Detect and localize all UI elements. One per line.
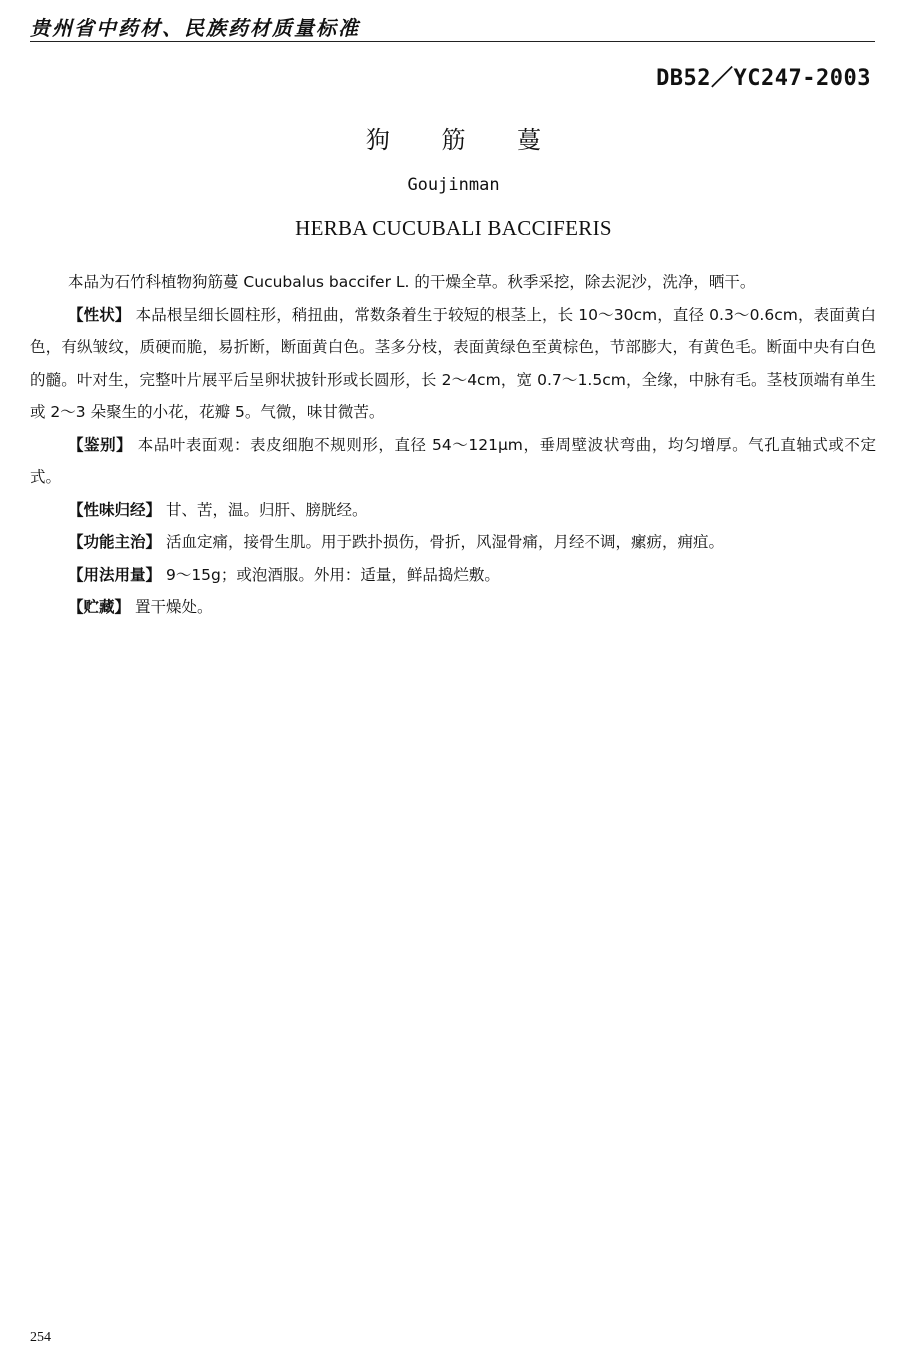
section-label: 【性味归经】 bbox=[68, 500, 162, 519]
intro-paragraph: 本品为石竹科植物狗筋蔓 Cucubalus baccifer L. 的干燥全草。秋季采挖，除去泥沙，洗净，晒干。 bbox=[68, 273, 756, 291]
monograph-pinyin: Goujinman bbox=[407, 175, 500, 195]
section-text: 本品叶表面观：表皮细胞不规则形，直径 54～121μm，垂周壁波状弯曲，均匀增厚。气孔直轴式或不定式。 bbox=[30, 435, 876, 486]
section-label: 【鉴别】 bbox=[68, 435, 133, 454]
monograph-latin-name: HERBA CUCUBALI BACCIFERIS bbox=[295, 216, 612, 240]
section-functions bbox=[30, 526, 876, 559]
section-dosage bbox=[30, 559, 876, 592]
standard-code: DB52／YC247-2003 bbox=[656, 66, 871, 91]
section-description bbox=[30, 299, 876, 429]
running-header-title: 贵州省中药材、民族药材质量标准 bbox=[30, 16, 360, 40]
monograph-title: 狗 筋 蔓 bbox=[365, 126, 564, 154]
section-label: 【功能主治】 bbox=[68, 533, 162, 551]
section-label: 【用法用量】 bbox=[68, 565, 162, 584]
section-storage bbox=[30, 591, 876, 624]
header-divider bbox=[30, 41, 875, 42]
section-text: 活血定痛，接骨生肌。用于跌扑损伤，骨折，风湿骨痛，月经不调，瘰疬，痈疽。 bbox=[165, 533, 724, 551]
section-text: 9～15g；或泡酒服。外用：适量，鲜品捣烂敷。 bbox=[165, 565, 500, 584]
page-number: 254 bbox=[30, 1330, 51, 1345]
section-text: 置干燥处。 bbox=[134, 598, 213, 616]
section-text: 本品根呈细长圆柱形，稍扭曲，常数条着生于较短的根茎上，长 10～30cm，直径 0.3～0.6cm，表面黄白色，有纵皱纹，质硬而脆，易折断，断面黄白色。茎多分枝，表面黄绿色至黄棕色，节部膨大，有黄色毛。断面中央有白色的髓。叶对生，完整叶片展平后呈卵状披针形或长圆形，长 2～4cm，宽 0.7～1.5cm，全缘，中脉有毛。茎枝顶端有单生或 2～3 朵聚生的小花，花瓣 5。气微，味甘微苦。 bbox=[30, 305, 876, 421]
section-label: 【性状】 bbox=[68, 305, 131, 324]
monograph-body bbox=[30, 266, 876, 624]
section-identification bbox=[30, 429, 876, 494]
section-text: 甘、苦，温。归肝、膀胱经。 bbox=[165, 500, 368, 519]
section-nature-meridian bbox=[30, 494, 876, 527]
section-label: 【贮藏】 bbox=[68, 598, 131, 616]
